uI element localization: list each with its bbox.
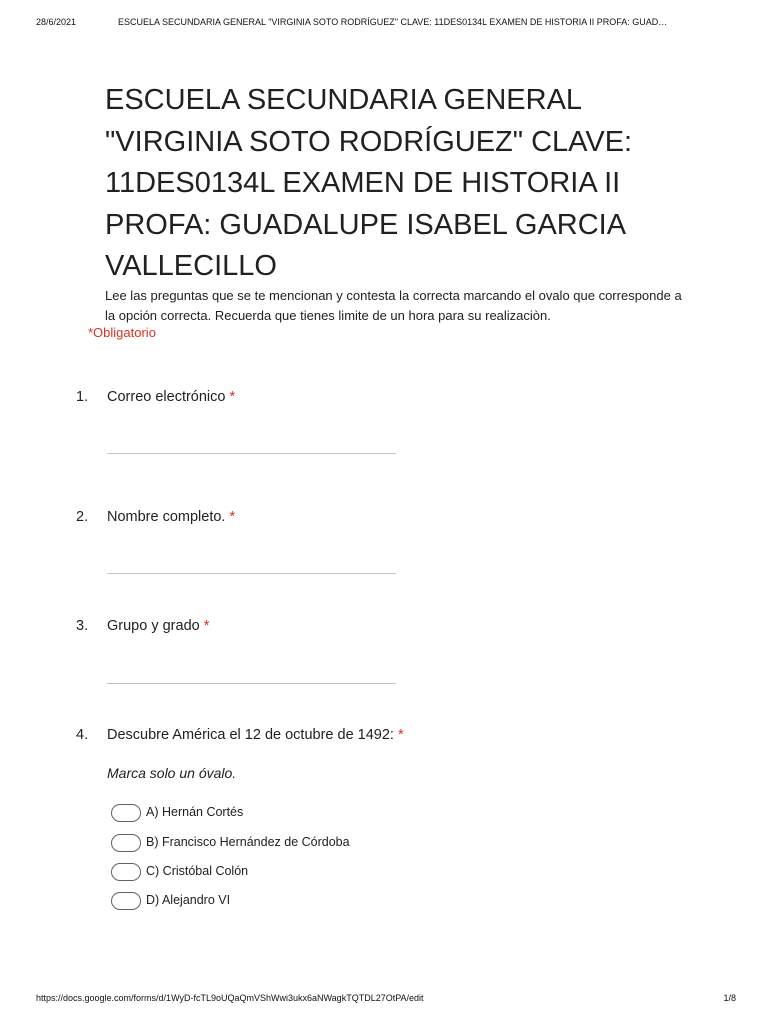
question-label: Nombre completo. bbox=[107, 509, 226, 525]
required-asterisk: * bbox=[398, 727, 404, 743]
required-asterisk: * bbox=[203, 618, 210, 634]
form-title: ESCUELA SECUNDARIA GENERAL "VIRGINIA SOTO RODRÍGUEZ" CLAVE: 11DES0134L EXAMEN DE HISTORIA II PROFA: GUADALUPE ISABEL GARCIA VALLECILLO bbox=[105, 84, 633, 282]
group-grade-answer-field[interactable] bbox=[107, 683, 396, 684]
page-number: 1/8 bbox=[723, 993, 736, 1003]
radio-oval-icon[interactable] bbox=[111, 863, 141, 881]
question-text bbox=[107, 509, 235, 525]
question-label: Grupo y grado bbox=[107, 618, 200, 634]
question-number: 2. bbox=[76, 509, 89, 525]
question-hint: Marca solo un óvalo. bbox=[107, 765, 237, 781]
question-label: Correo electrónico bbox=[107, 389, 226, 405]
question-label: Descubre América el 12 de octubre de 1492: bbox=[107, 727, 394, 743]
print-date: 28/6/2021 bbox=[36, 17, 77, 27]
option-label: A) Hernán Cortés bbox=[146, 805, 244, 819]
print-header-title: ESCUELA SECUNDARIA GENERAL "VIRGINIA SOTO RODRÍGUEZ" CLAVE: 11DES0134L EXAMEN DE HISTORIA II PROFA: GUAD… bbox=[118, 17, 668, 27]
email-answer-field[interactable] bbox=[107, 453, 396, 454]
radio-oval-icon[interactable] bbox=[111, 892, 141, 910]
option-label: B) Francisco Hernández de Córdoba bbox=[146, 835, 350, 849]
required-note: *Obligatorio bbox=[88, 325, 156, 340]
full-name-answer-field[interactable] bbox=[107, 573, 396, 574]
radio-oval-icon[interactable] bbox=[111, 834, 141, 852]
question-text bbox=[107, 618, 209, 634]
required-asterisk: * bbox=[229, 389, 236, 405]
option-label: D) Alejandro VI bbox=[146, 893, 231, 907]
question-number: 3. bbox=[76, 618, 89, 634]
form-description: Lee las preguntas que se te mencionan y contesta la correcta marcando el ovalo que corresponde a la opción correcta. Recuerda que tienes limite de un hora para su realizaciòn. bbox=[105, 288, 682, 323]
question-text bbox=[107, 389, 235, 405]
required-asterisk: * bbox=[229, 509, 236, 525]
print-url: https://docs.google.com/forms/d/1WyD-fcTL9oUQaQmVShWwi3ukx6aNWagkTQTDL27OtPA/edit bbox=[36, 993, 424, 1003]
option-label: C) Cristóbal Colón bbox=[146, 864, 249, 878]
question-number: 4. bbox=[76, 727, 89, 743]
question-text bbox=[107, 727, 404, 743]
question-number: 1. bbox=[76, 389, 89, 405]
radio-oval-icon[interactable] bbox=[111, 804, 141, 822]
